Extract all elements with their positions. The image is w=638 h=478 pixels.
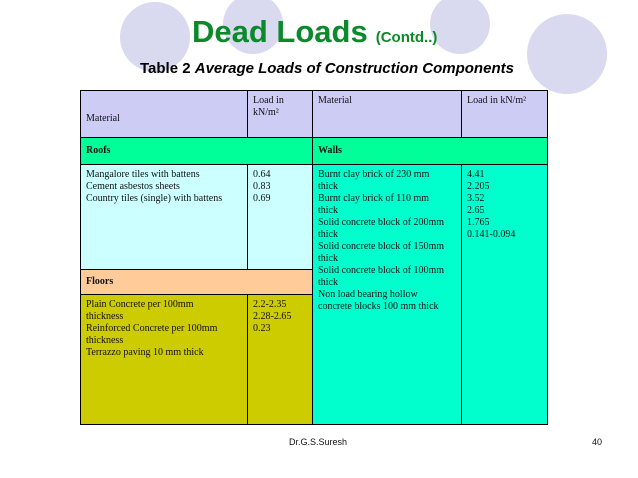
roof-material: Mangalore tiles with battens [86,169,200,180]
walls-materials [312,164,462,425]
floor-material: thickness [86,311,124,322]
caption-prefix: Table 2 [140,60,191,77]
floor-load: 0.23 [253,323,271,334]
wall-material: Solid concrete block of 150mm [318,241,445,252]
section-walls [312,137,548,165]
wall-material: Solid concrete block of 100mm [318,265,445,276]
roofs-materials [80,164,248,270]
roof-load: 0.83 [253,181,271,192]
wall-material: Solid concrete block of 200mm [318,217,445,228]
header-material2-label: Material [318,95,352,106]
header-material-2 [312,90,462,138]
wall-load: 1.765 [467,217,490,228]
header-load2-label: Load in kN/m² [467,95,527,106]
table-caption [140,60,514,77]
walls-label: Walls [318,145,342,156]
title-sub: (Contd..) [375,29,438,46]
header-load [247,90,313,138]
page-title [192,14,437,50]
header-material [80,90,248,138]
header-load-2 [461,90,548,138]
floor-material: Reinforced Concrete per 100mm [86,323,218,334]
wall-material: thick [318,181,338,192]
header-material-label: Material [86,113,120,124]
wall-material: concrete blocks 100 mm thick [318,301,439,312]
decor-circle [430,0,490,54]
floors-materials [80,294,248,425]
wall-material: thick [318,229,338,240]
floor-material: Plain Concrete per 100mm [86,299,194,310]
roof-material: Cement asbestos sheets [86,181,180,192]
section-roofs [80,137,313,165]
decor-circle [527,14,607,94]
wall-load: 2.205 [467,181,490,192]
floors-loads [247,294,313,425]
title-main: Dead Loads [192,14,368,49]
floor-load: 2.2-2.35 [253,299,287,310]
section-floors [80,269,313,295]
footer-author: Dr.G.S.Suresh [289,437,348,447]
wall-material: thick [318,253,338,264]
wall-material: thick [318,277,338,288]
roof-load: 0.69 [253,193,271,204]
roof-material: Country tiles (single) with battens [86,193,223,204]
header-load-label: Load in [253,95,284,106]
roofs-loads [247,164,313,270]
header-load-unit: kN/m² [253,107,279,118]
caption-text: Average Loads of Construction Components [194,60,514,77]
wall-material: Burnt clay brick of 230 mm [318,169,430,180]
wall-material: Burnt clay brick of 110 mm [318,193,429,204]
wall-load: 4.41 [467,169,485,180]
walls-loads [461,164,548,425]
floor-material: thickness [86,335,124,346]
wall-load: 3.52 [467,193,485,204]
roof-load: 0.64 [253,169,271,180]
footer-page-number: 40 [592,437,603,447]
wall-material: Non load bearing hollow [318,289,418,300]
roofs-label: Roofs [86,145,111,156]
floor-material: Terrazzo paving 10 mm thick [86,347,204,358]
wall-load: 2.65 [467,205,485,216]
wall-material: thick [318,205,338,216]
floors-label: Floors [86,276,114,287]
wall-load: 0.141-0.094 [467,229,516,240]
floor-load: 2.28-2.65 [253,311,292,322]
